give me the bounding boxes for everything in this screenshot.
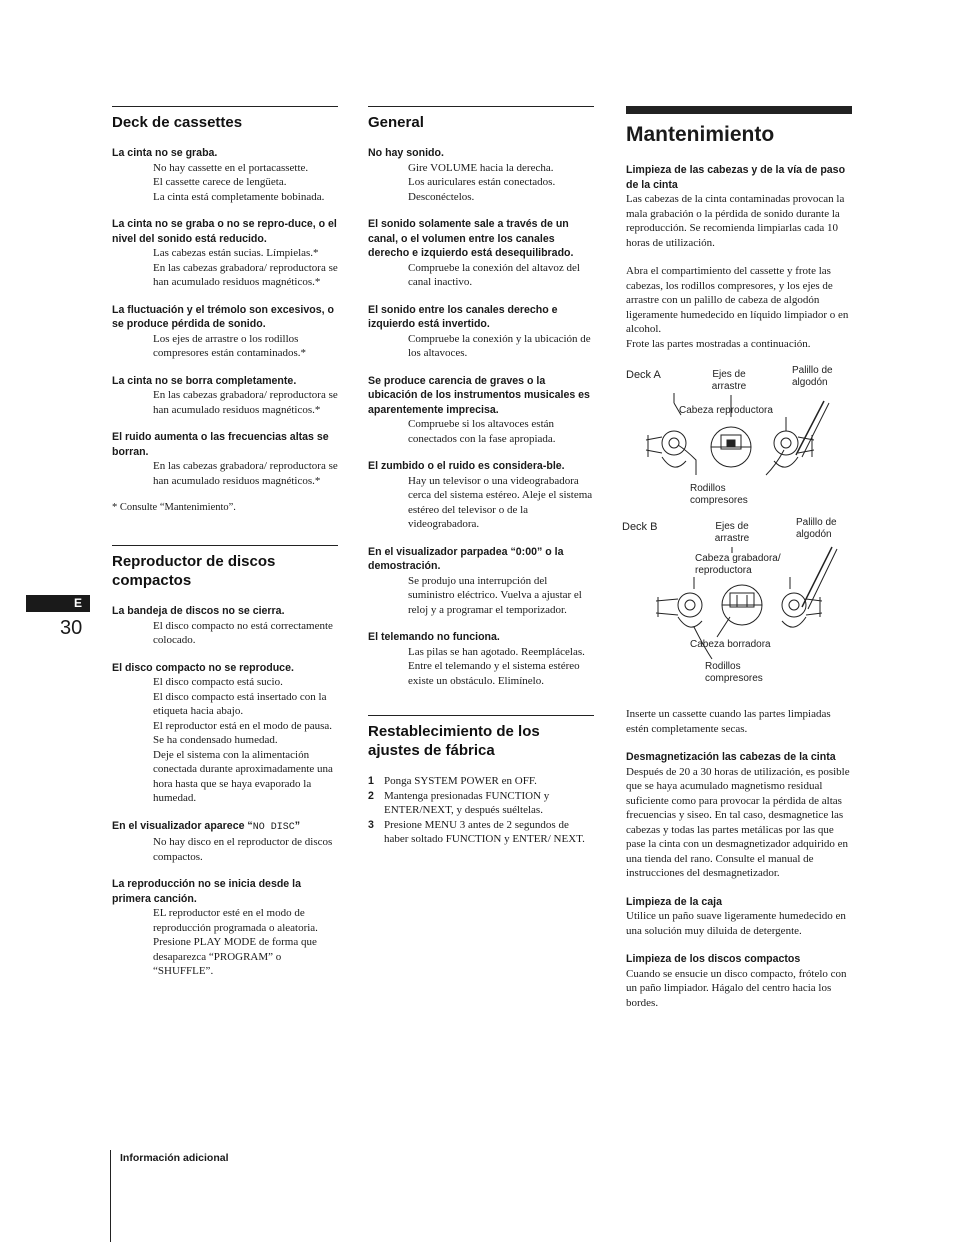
problem-text: La fluctuación y el trémolo son excesivos, o se produce pérdida de sonido.	[112, 303, 334, 330]
reset-section-title: Restablecimiento de los ajustes de fábrica	[368, 723, 540, 759]
footnote: * Consulte “Mantenimiento”.	[112, 502, 236, 513]
section-rule	[368, 715, 594, 716]
solution-text: EL reproductor esté en el modo de reproducción programada o aleatoria. Presione PLAY MODE de forma que desaparezca “PROGRAM” o “SHUFFLE”.	[153, 907, 318, 977]
solution-text: Entre el telemando y el sistema estéreo existe un obstáculo. Elimínelo.	[408, 660, 580, 687]
solution-text: El cassette carece de lengüeta.	[153, 176, 287, 188]
problem-text: Se produce carencia de graves o la ubicación de los instrumentos musicales es aparentemente imprecisa.	[368, 374, 590, 416]
problem-text: La cinta no se graba o no se repro-duce, o el nivel del sonido está reducido.	[112, 218, 337, 245]
page-title: Mantenimiento	[626, 123, 775, 146]
problem-text: El telemando no funciona.	[368, 631, 500, 643]
head-label: Cabeza reproductora	[679, 405, 773, 416]
solution-text: No hay cassette en el portacassette.	[153, 161, 309, 174]
deck-a-label: Deck A	[626, 369, 661, 381]
step-item: 1 Ponga SYSTEM POWER en OFF.	[368, 775, 537, 787]
problem-text: La reproducción no se inicia desde la primera canción.	[112, 878, 301, 905]
solution-text: Las cabezas están sucias. Límpielas.*	[153, 247, 319, 259]
swab-label: Palillo de algodón	[792, 365, 833, 388]
deck-section-title: Deck de cassettes	[112, 114, 243, 131]
footer-rule	[110, 1150, 111, 1242]
solution-text: En las cabezas grabadora/ reproductora se han acumulado residuos magnéticos.*	[153, 389, 338, 416]
solution-text: Gire VOLUME hacia la derecha.	[408, 161, 554, 174]
deck-b-diagram	[622, 517, 848, 693]
paragraph: Después de 20 a 30 horas de utilización, es posible que se haya acumulado magnetismo residual suficiente como para provocar la pérdida de altas frecuencias y siseo. En tal caso, desmagnetice las cabezas y todas las partes metálicas por las que pase la cinta con un desmagnetizador adquirido en una tienda del rano. Consulte el manual de instrucciones del desmagnetizador.	[626, 765, 850, 879]
solution-text: El disco compacto está sucio.	[153, 676, 283, 688]
list-item	[112, 604, 338, 648]
problem-text: En el visualizador aparece “NO DISC”	[112, 819, 301, 833]
section-rule	[112, 106, 338, 107]
list-item	[112, 661, 338, 806]
subsection-heading: Limpieza de la caja	[626, 895, 722, 908]
paragraph: Frote las partes mostradas a continuación.	[626, 337, 811, 350]
solution-text: En las cabezas grabadora/ reproductora se han acumulado residuos magnéticos.*	[153, 460, 338, 487]
deck-a-drawing	[626, 365, 852, 515]
deck-b-drawing	[622, 517, 848, 693]
problem-text: La cinta no se borra completamente.	[112, 374, 297, 387]
solution-text: No hay disco en el reproductor de discos compactos.	[153, 836, 333, 863]
list-item	[368, 217, 594, 290]
deck-a-diagram	[626, 365, 852, 515]
capstan-label: Ejes de arrastre	[711, 369, 747, 392]
list-item	[112, 217, 338, 290]
capstan-label: Ejes de arrastre	[714, 521, 750, 544]
deck-b-label: Deck B	[622, 521, 658, 533]
problem-text: El disco compacto no se reproduce.	[112, 661, 294, 674]
problem-text: El sonido solamente sale a través de un canal, o el volumen entre los canales derecho e izquierdo está desequilibrado.	[368, 218, 574, 259]
step-item: 3 Presione MENU 3 antes de 2 segundos de haber soltado FUNCTION y ENTER/ NEXT.	[368, 818, 585, 845]
list-item	[368, 459, 594, 532]
list-item	[112, 146, 338, 204]
solution-text: Compruebe la conexión y la ubicación de los altavoces.	[408, 332, 591, 359]
solution-text: El reproductor está en el modo de pausa.	[153, 719, 332, 732]
paragraph: Abra el compartimiento del cassette y frote las cabezas, los rodillos compresores, y los ejes de arrastre con un palillo de cabeza de algodón ligeramente humedecido en líquido limpiador o en alcohol.	[626, 265, 849, 335]
general-section-title: General	[368, 114, 424, 131]
subsection-heading: Desmagnetización las cabezas de la cinta	[626, 751, 836, 763]
list-item	[112, 877, 338, 979]
list-item	[112, 430, 338, 488]
list-item	[112, 374, 338, 418]
solution-text: Compruebe si los altavoces están conectados con la fase apropiada.	[408, 418, 556, 445]
solution-text: El disco compacto está insertado con la etiqueta hacia abajo.	[153, 690, 327, 717]
solution-text: Hay un televisor o una videograbadora cerca del sistema estéreo. Aleje el sistema estéreo del televisor o de la videograbadora.	[408, 474, 593, 530]
section-rule	[368, 106, 594, 107]
footer-label: Información adicional	[120, 1152, 229, 1164]
paragraph: Las cabezas de la cinta contaminadas provocan la mala grabación o la pérdida de sonido durante la reproducción. Se recomienda limpiarlas cada 10 horas de utilización.	[626, 193, 845, 249]
list-item	[368, 545, 594, 618]
list-item	[112, 303, 338, 361]
erase-head-label: Cabeza borradora	[690, 639, 771, 650]
problem-text: La bandeja de discos no se cierra.	[112, 605, 285, 617]
display-text: NO DISC	[252, 821, 295, 833]
step-item: 2 Mantenga presionadas FUNCTION y ENTER/NEXT, y después suéltelas.	[368, 789, 550, 816]
column-maintenance	[622, 106, 852, 1024]
solution-text: En las cabezas grabadora/ reproductora se han acumulado residuos magnéticos.*	[153, 261, 338, 288]
problem-text: La cinta no se graba.	[112, 147, 218, 159]
rollers-label: Rodillos compresores	[690, 483, 748, 506]
solution-text: Deje el sistema con la alimentación conectada durante aproximadamente una hora hasta que se haya evaporado la humedad.	[153, 748, 333, 804]
solution-text: El disco compacto no está correctamente colocado.	[153, 619, 333, 646]
problem-text: El ruido aumenta o las frecuencias altas se borran.	[112, 431, 329, 458]
section-rule	[112, 545, 338, 546]
column-deck-cd	[112, 106, 338, 992]
problem-text: En el visualizador parpadea “0:00” o la demostración.	[368, 545, 564, 572]
paragraph: Inserte un cassette cuando las partes limpiadas estén completamente secas.	[626, 708, 831, 735]
list-item	[368, 374, 594, 447]
subsection-heading: Limpieza de los discos compactos	[626, 953, 801, 965]
leader-line	[674, 393, 681, 415]
problem-text: El sonido entre los canales derecho e izquierdo está invertido.	[368, 303, 558, 330]
page-number: 30	[60, 617, 83, 639]
solution-text: Se ha condensado humedad.	[153, 734, 278, 746]
solution-text: Se produjo una interrupción del suministro eléctrico. Vuelva a ajustar el reloj y a programar el temporizador.	[408, 574, 582, 616]
solution-text: Compruebe la conexión del altavoz del canal inactivo.	[408, 261, 580, 288]
list-item	[368, 630, 594, 688]
swab-label: Palillo de algodón	[796, 517, 837, 540]
solution-text: Los auriculares están conectados. Desconéctelos.	[408, 176, 556, 203]
list-item	[112, 819, 338, 865]
solution-text: Las pilas se han agotado. Reemplácelas.	[408, 645, 585, 658]
list-item	[368, 303, 594, 361]
rollers-label: Rodillos compresores	[705, 661, 763, 684]
problem-text: No hay sonido.	[368, 147, 444, 159]
list-item	[368, 146, 594, 204]
problem-text: El zumbido o el ruido es considera-ble.	[368, 460, 565, 472]
solution-text: La cinta está completamente bobinada.	[153, 190, 325, 203]
title-bar	[626, 106, 852, 114]
section-tab: E	[26, 595, 90, 612]
reset-steps	[368, 774, 594, 847]
subsection-heading: Limpieza de las cabezas y de la vía de paso de la cinta	[626, 164, 846, 191]
column-general-reset	[368, 106, 594, 847]
paragraph: Cuando se ensucie un disco compacto, frótelo con un paño limpiador. Hágalo del centro hacia los bordes.	[626, 967, 847, 1009]
head-label: Cabeza grabadora/ reproductora	[695, 553, 781, 576]
paragraph: Utilice un paño suave ligeramente humedecido en una solución muy diluida de detergente.	[626, 910, 846, 937]
cd-section-title: Reproductor de discos compactos	[112, 553, 276, 589]
solution-text: Los ejes de arrastre o los rodillos compresores están contaminados.*	[153, 332, 307, 359]
